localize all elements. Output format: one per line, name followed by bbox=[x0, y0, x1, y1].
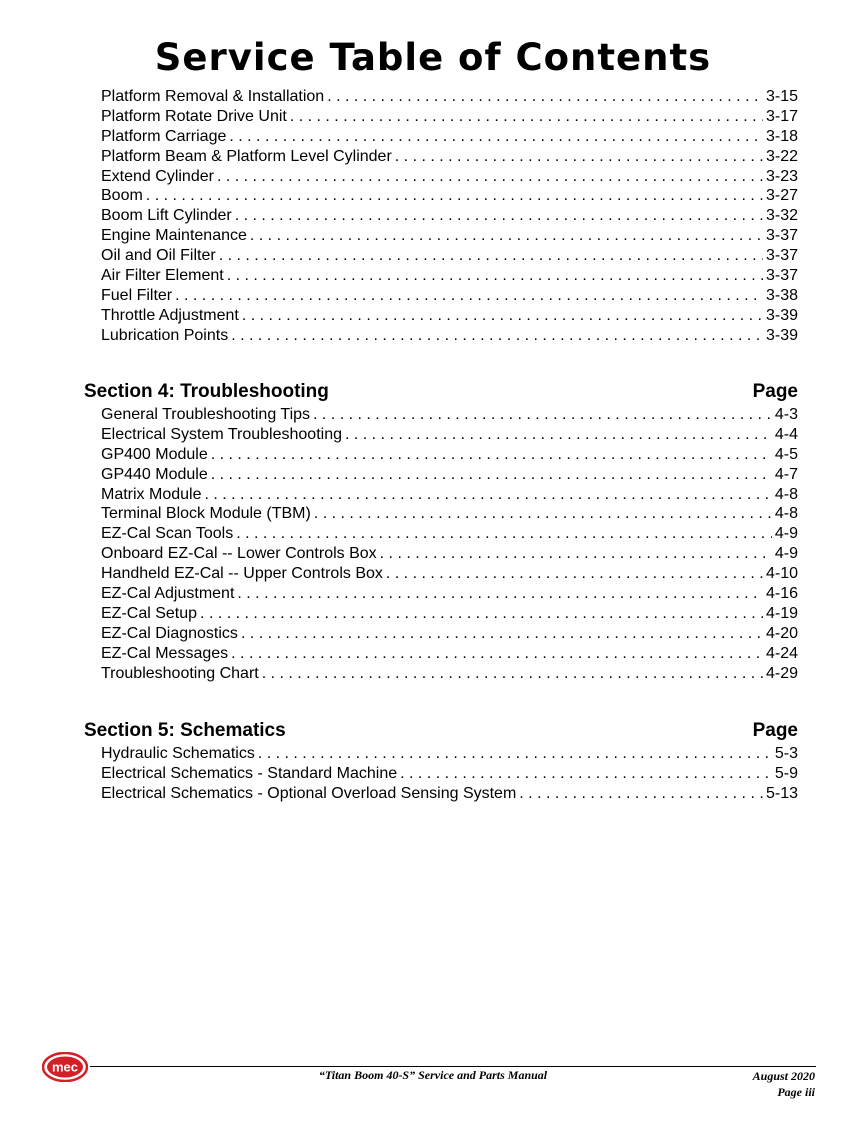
toc-entry-page: 3-39 bbox=[765, 326, 798, 344]
toc-entry-label: Matrix Module bbox=[101, 485, 202, 503]
toc-entry-page: 3-27 bbox=[765, 187, 798, 205]
dot-leader bbox=[400, 764, 772, 784]
dot-leader bbox=[217, 167, 763, 187]
toc-entry-page: 3-37 bbox=[765, 247, 798, 265]
dot-leader bbox=[314, 504, 772, 524]
toc-entry[interactable] bbox=[101, 186, 798, 206]
toc-entry-page: 3-23 bbox=[765, 167, 798, 185]
section-4-title: Section 4: Troubleshooting bbox=[84, 381, 329, 402]
dot-leader bbox=[231, 326, 763, 346]
toc-entry-page: 4-20 bbox=[765, 624, 798, 642]
dot-leader bbox=[236, 524, 772, 544]
footer-page-number: Page iii bbox=[777, 1085, 815, 1099]
dot-leader bbox=[242, 306, 763, 326]
section-5-entries bbox=[101, 744, 798, 804]
toc-entry-page: 5-9 bbox=[774, 764, 798, 782]
toc-entry-label: Electrical Schematics - Standard Machine bbox=[101, 764, 398, 782]
toc-entry-label: EZ-Cal Messages bbox=[101, 644, 229, 662]
dot-leader bbox=[175, 286, 763, 306]
toc-entry[interactable] bbox=[101, 246, 798, 266]
dot-leader bbox=[146, 186, 763, 206]
toc-entry-label: Troubleshooting Chart bbox=[101, 664, 259, 682]
toc-entry-page: 4-4 bbox=[774, 425, 798, 443]
toc-entry-label: EZ-Cal Scan Tools bbox=[101, 525, 234, 543]
toc-entry-label: Boom Lift Cylinder bbox=[101, 207, 232, 225]
toc-entry[interactable] bbox=[101, 127, 798, 147]
footer-meta bbox=[753, 1068, 815, 1100]
toc-entry-page: 4-9 bbox=[774, 545, 798, 563]
toc-entry-page: 3-39 bbox=[765, 306, 798, 324]
toc-entry-label: EZ-Cal Adjustment bbox=[101, 585, 235, 603]
toc-entry[interactable] bbox=[101, 485, 798, 505]
dot-leader bbox=[327, 87, 763, 107]
dot-leader bbox=[262, 664, 763, 684]
toc-entry-page: 4-8 bbox=[774, 485, 798, 503]
dot-leader bbox=[211, 445, 772, 465]
dot-leader bbox=[200, 604, 763, 624]
toc-entry-page: 4-24 bbox=[765, 644, 798, 662]
toc-entry-page: 4-7 bbox=[774, 465, 798, 483]
toc-entry-label: Platform Rotate Drive Unit bbox=[101, 107, 287, 125]
toc-entry-label: Extend Cylinder bbox=[101, 167, 214, 185]
dot-leader bbox=[241, 624, 763, 644]
toc-entry-label: Onboard EZ-Cal -- Lower Controls Box bbox=[101, 545, 377, 563]
toc-entry-label: Platform Beam & Platform Level Cylinder bbox=[101, 147, 392, 165]
toc-entry-page: 3-37 bbox=[765, 267, 798, 285]
toc-entry[interactable] bbox=[101, 504, 798, 524]
toc-entry[interactable] bbox=[101, 445, 798, 465]
toc-entry-label: Oil and Oil Filter bbox=[101, 247, 216, 265]
footer-divider bbox=[90, 1066, 816, 1067]
toc-entry-label: Hydraulic Schematics bbox=[101, 745, 255, 762]
toc-entry-page: 4-5 bbox=[774, 445, 798, 463]
toc-entry-label: Lubrication Points bbox=[101, 326, 229, 344]
toc-entry[interactable] bbox=[101, 524, 798, 544]
toc-entry-page: 3-18 bbox=[765, 127, 798, 145]
toc-entry[interactable] bbox=[101, 624, 798, 644]
toc-entry-page: 4-3 bbox=[774, 406, 798, 423]
toc-entry[interactable] bbox=[101, 564, 798, 584]
dot-leader bbox=[231, 644, 763, 664]
toc-entry[interactable] bbox=[101, 465, 798, 485]
dot-leader bbox=[229, 127, 763, 147]
toc-entry-label: Electrical System Troubleshooting bbox=[101, 425, 342, 443]
toc-entry-page: 4-16 bbox=[765, 585, 798, 603]
toc-entry[interactable] bbox=[101, 604, 798, 624]
toc-entry[interactable] bbox=[101, 206, 798, 226]
toc-entry-label: Platform Carriage bbox=[101, 127, 227, 145]
toc-entry[interactable] bbox=[101, 405, 798, 425]
toc-entry-label: Air Filter Element bbox=[101, 267, 224, 285]
toc-entry-page: 3-37 bbox=[765, 227, 798, 245]
toc-entry-page: 4-29 bbox=[765, 664, 798, 682]
toc-entry-page: 4-19 bbox=[765, 604, 798, 622]
dot-leader bbox=[519, 784, 763, 804]
section-5-title: Section 5: Schematics bbox=[84, 720, 286, 741]
toc-entry-page: 3-22 bbox=[765, 147, 798, 165]
toc-entry[interactable] bbox=[101, 266, 798, 286]
toc-entry-label: Fuel Filter bbox=[101, 286, 173, 304]
section-5-header bbox=[84, 720, 798, 742]
dot-leader bbox=[395, 147, 763, 167]
toc-entry[interactable] bbox=[101, 286, 798, 306]
toc-entry[interactable] bbox=[101, 644, 798, 664]
dot-leader bbox=[235, 206, 763, 226]
toc-entry[interactable] bbox=[101, 584, 798, 604]
toc-entry[interactable] bbox=[101, 306, 798, 326]
dot-leader bbox=[227, 266, 763, 286]
toc-entry-label: EZ-Cal Diagnostics bbox=[101, 624, 238, 642]
toc-entry-label: General Troubleshooting Tips bbox=[101, 406, 311, 423]
toc-entry[interactable] bbox=[101, 784, 798, 804]
page-title: Service Table of Contents bbox=[154, 36, 712, 79]
toc-entry[interactable] bbox=[101, 167, 798, 187]
toc-entry-label: Handheld EZ-Cal -- Upper Controls Box bbox=[101, 565, 383, 583]
toc-entry-label: GP400 Module bbox=[101, 445, 208, 463]
toc-entry-page: 5-3 bbox=[774, 745, 798, 762]
toc-entry[interactable] bbox=[101, 87, 798, 107]
dot-leader bbox=[290, 107, 763, 127]
toc-entry-page: 3-15 bbox=[765, 88, 798, 105]
toc-entry[interactable] bbox=[101, 544, 798, 564]
dot-leader bbox=[313, 405, 772, 425]
toc-entry[interactable] bbox=[101, 764, 798, 784]
toc-entry-label: Terminal Block Module (TBM) bbox=[101, 505, 311, 523]
dot-leader bbox=[211, 465, 772, 485]
toc-entry-label: Electrical Schematics - Optional Overload Sensing System bbox=[101, 784, 517, 802]
toc-entry-label: EZ-Cal Setup bbox=[101, 604, 198, 622]
dot-leader bbox=[386, 564, 763, 584]
toc-entry-label: Engine Maintenance bbox=[101, 227, 247, 245]
toc-entry-page: 4-8 bbox=[774, 505, 798, 523]
dot-leader bbox=[258, 744, 772, 764]
dot-leader bbox=[237, 584, 763, 604]
section-4-entries bbox=[101, 405, 798, 683]
section-3-entries bbox=[101, 87, 798, 346]
dot-leader bbox=[250, 226, 763, 246]
toc-entry-page: 3-32 bbox=[765, 207, 798, 225]
toc-entry[interactable] bbox=[101, 326, 798, 346]
footer-date: August 2020 bbox=[752, 1069, 815, 1083]
footer-manual-title: “Titan Boom 40-S” Service and Parts Manual bbox=[318, 1068, 548, 1082]
toc-entry[interactable] bbox=[101, 664, 798, 684]
section-4-header bbox=[84, 381, 798, 403]
toc-entry[interactable] bbox=[101, 147, 798, 167]
toc-entry-page: 4-9 bbox=[774, 525, 798, 543]
toc-entry-page: 5-13 bbox=[765, 784, 798, 802]
dot-leader bbox=[345, 425, 772, 445]
toc-entry-page: 3-38 bbox=[765, 286, 798, 304]
toc-entry-page: 3-17 bbox=[765, 107, 798, 125]
dot-leader bbox=[204, 485, 771, 505]
toc-entry-label: Boom bbox=[101, 187, 143, 205]
section-5-page-heading: Page bbox=[752, 720, 798, 741]
dot-leader bbox=[380, 544, 772, 564]
section-4-page-heading: Page bbox=[752, 381, 798, 402]
mec-logo-text: mec bbox=[51, 1059, 79, 1075]
dot-leader bbox=[219, 246, 763, 266]
toc-entry[interactable] bbox=[101, 425, 798, 445]
toc-entry[interactable] bbox=[101, 226, 798, 246]
toc-entry[interactable] bbox=[101, 107, 798, 127]
toc-entry-label: Throttle Adjustment bbox=[101, 306, 239, 324]
toc-entry-label: Platform Removal & Installation bbox=[101, 88, 325, 105]
toc-entry-page: 4-10 bbox=[765, 565, 798, 583]
toc-entry-label: GP440 Module bbox=[101, 465, 208, 483]
toc-entry[interactable] bbox=[101, 744, 798, 764]
